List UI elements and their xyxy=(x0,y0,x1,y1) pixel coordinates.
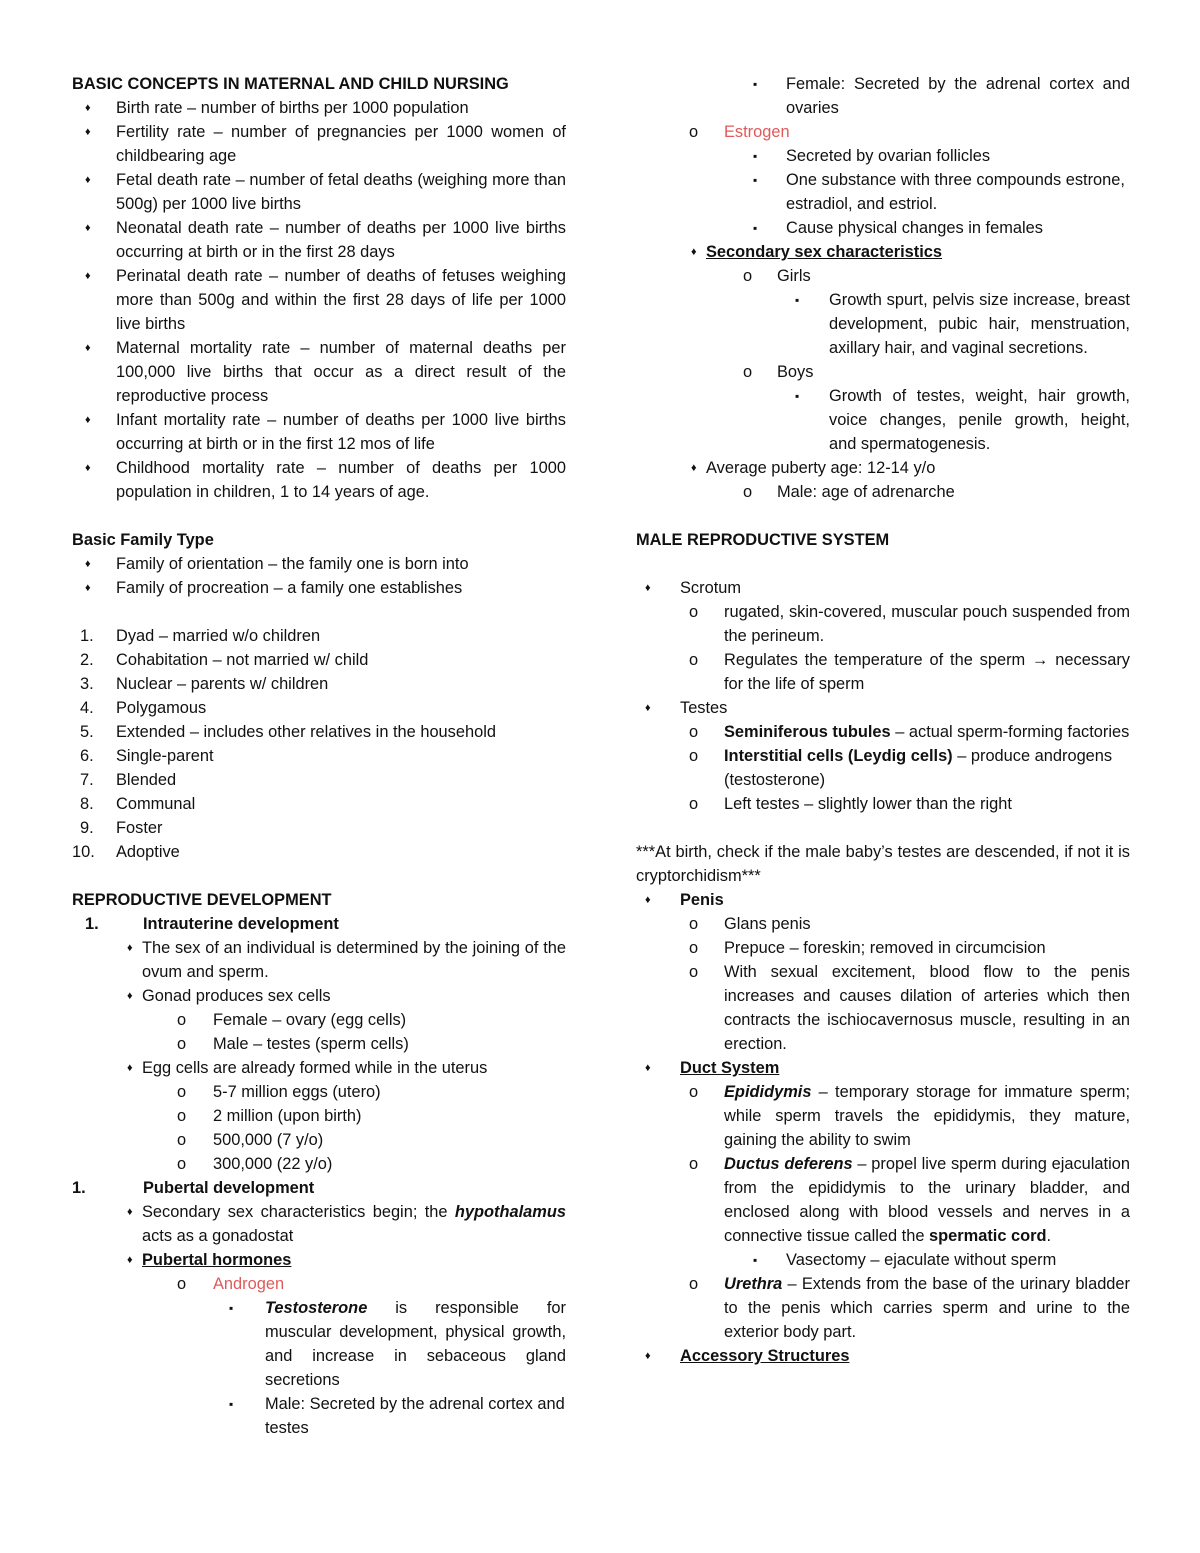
diamond-bullet-icon: ♦ xyxy=(85,126,91,138)
list-item: ♦ Infant mortality rate – number of deaths per 1000 live births occurring at birth or in the first 12 mos of life xyxy=(72,408,566,456)
family-type-title: Basic Family Type xyxy=(72,531,214,549)
pubertal-hormones-heading: ♦ Pubertal hormones xyxy=(72,1248,566,1272)
numbered-item: 8. Communal xyxy=(80,795,196,813)
diamond-bullet-icon: ♦ xyxy=(85,174,91,186)
sub-sub-list-item: ▪ Cause physical changes in females xyxy=(636,216,1130,240)
sub-sub-list-item: ▪ Growth spurt, pelvis size increase, breast development, pubic hair, menstruation, axillary hair, and vaginal secretions. xyxy=(636,288,1130,360)
sub-list-item: o Ductus deferens – propel live sperm during ejaculation from the epididymis to the urinary bladder, and enclosed along with blood vessels and nerves in a connective tissue called the spermatic cord. xyxy=(636,1152,1130,1248)
bullet-icon: ♦ xyxy=(127,1206,133,1218)
list-item: ♦ Testes xyxy=(636,696,1130,720)
sub-list-item: o 500,000 (7 y/o) xyxy=(72,1128,566,1152)
square-bullet-icon: ▪ xyxy=(753,221,758,235)
square-bullet-icon: ▪ xyxy=(229,1301,234,1315)
left-column xyxy=(72,72,566,1440)
circle-bullet-icon: o xyxy=(177,1035,187,1053)
circle-bullet-icon: o xyxy=(689,723,699,741)
numbered-item: 1. Dyad – married w/o children xyxy=(80,627,321,645)
circle-bullet-icon: o xyxy=(689,123,699,141)
estrogen-heading: o Estrogen xyxy=(636,120,1130,144)
sub-list-item: o Seminiferous tubules – actual sperm-forming factories xyxy=(636,720,1130,744)
pubertal-heading: 1. Pubertal development xyxy=(72,1179,315,1197)
sub-list-item: o 5-7 million eggs (utero) xyxy=(72,1080,566,1104)
sub-list-item: o 2 million (upon birth) xyxy=(72,1104,566,1128)
sub-list-item: o Glans penis xyxy=(636,912,1130,936)
square-bullet-icon: ▪ xyxy=(753,77,758,91)
circle-bullet-icon: o xyxy=(177,1275,187,1293)
list-item: ♦ Childhood mortality rate – number of deaths per 1000 population in children, 1 to 14 years of age. xyxy=(72,456,566,504)
reproductive-development-title: REPRODUCTIVE DEVELOPMENT xyxy=(72,891,332,909)
square-bullet-icon: ▪ xyxy=(753,149,758,163)
list-item: ♦ Egg cells are already formed while in the uterus xyxy=(72,1056,566,1080)
list-item: ♦ Scrotum xyxy=(636,576,1130,600)
bullet-icon: ♦ xyxy=(691,246,697,258)
sub-list-item: o Urethra – Extends from the base of the urinary bladder to the penis which carries sperm and urine to the exterior body part. xyxy=(636,1272,1130,1344)
circle-bullet-icon: o xyxy=(689,1083,699,1101)
basic-concepts-title: BASIC CONCEPTS IN MATERNAL AND CHILD NURSING xyxy=(72,75,509,93)
diamond-bullet-icon: ♦ xyxy=(645,702,651,714)
list-item: ♦ Neonatal death rate – number of deaths per 1000 live births occurring at birth or in the first 28 days xyxy=(72,216,566,264)
circle-bullet-icon: o xyxy=(689,1155,699,1173)
sub-list-item: o Girls xyxy=(636,264,1130,288)
circle-bullet-icon: o xyxy=(689,603,699,621)
square-bullet-icon: ▪ xyxy=(795,389,800,403)
duct-system-heading: ♦ Duct System xyxy=(636,1056,1130,1080)
sub-list-item: o Male: age of adrenarche xyxy=(636,480,1130,504)
sub-list-item: o Regulates the temperature of the sperm → necessary for the life of sperm xyxy=(636,648,1130,696)
sub-list-item: o Prepuce – foreskin; removed in circumcision xyxy=(636,936,1130,960)
numbered-item: 3. Nuclear – parents w/ children xyxy=(80,675,329,693)
numbered-item: 4. Polygamous xyxy=(80,699,207,717)
diamond-bullet-icon: ♦ xyxy=(85,582,91,594)
numbered-item: 7. Blended xyxy=(80,771,177,789)
circle-bullet-icon: o xyxy=(689,939,699,957)
circle-bullet-icon: o xyxy=(689,963,699,981)
androgen-heading: o Androgen xyxy=(72,1272,566,1296)
sub-sub-list-item: ▪ Female: Secreted by the adrenal cortex and ovaries xyxy=(636,72,1130,120)
diamond-bullet-icon: ♦ xyxy=(645,1350,651,1362)
diamond-bullet-icon: ♦ xyxy=(645,1062,651,1074)
sub-list-item: o Female – ovary (egg cells) xyxy=(72,1008,566,1032)
sub-list-item: o Boys xyxy=(636,360,1130,384)
bullet-icon: ♦ xyxy=(127,1062,133,1074)
sub-sub-list-item: ▪ Male: Secreted by the adrenal cortex and testes xyxy=(72,1392,566,1440)
male-reproductive-title: MALE REPRODUCTIVE SYSTEM xyxy=(636,531,890,549)
circle-bullet-icon: o xyxy=(177,1131,187,1149)
list-item: ♦ Fetal death rate – number of fetal deaths (weighing more than 500g) per 1000 live births xyxy=(72,168,566,216)
bullet-icon: ♦ xyxy=(127,942,133,954)
sub-list-item: o Epididymis – temporary storage for immature sperm; while sperm travels the epididymis, they mature, gaining the ability to swim xyxy=(636,1080,1130,1152)
cryptorchidism-note: ***At birth, check if the male baby’s testes are descended, if not it is cryptorchidism*** xyxy=(636,843,1130,885)
diamond-bullet-icon: ♦ xyxy=(85,222,91,234)
square-bullet-icon: ▪ xyxy=(229,1397,234,1411)
sub-sub-list-item: ▪ Vasectomy – ejaculate without sperm xyxy=(636,1248,1130,1272)
square-bullet-icon: ▪ xyxy=(795,293,800,307)
list-item: ♦ Penis xyxy=(636,888,1130,912)
circle-bullet-icon: o xyxy=(689,747,699,765)
list-item: ♦ Average puberty age: 12-14 y/o xyxy=(636,456,1130,480)
numbered-item: 9. Foster xyxy=(80,819,163,837)
sub-list-item: o Male – testes (sperm cells) xyxy=(72,1032,566,1056)
circle-bullet-icon: o xyxy=(177,1083,187,1101)
numbered-item: 6. Single-parent xyxy=(80,747,214,765)
sub-list-item: o 300,000 (22 y/o) xyxy=(72,1152,566,1176)
bullet-icon: ♦ xyxy=(127,1254,133,1266)
numbered-item: 2. Cohabitation – not married w/ child xyxy=(80,651,369,669)
list-item: ♦ Secondary sex characteristics begin; the hypothalamus acts as a gonadostat xyxy=(72,1200,566,1248)
intrauterine-heading: 1. Intrauterine development xyxy=(85,915,339,933)
secondary-sex-heading: ♦ Secondary sex characteristics xyxy=(636,240,1130,264)
list-item: ♦ The sex of an individual is determined by the joining of the ovum and sperm. xyxy=(72,936,566,984)
circle-bullet-icon: o xyxy=(689,915,699,933)
square-bullet-icon: ▪ xyxy=(753,1253,758,1267)
bullet-icon: ♦ xyxy=(691,462,697,474)
circle-bullet-icon: o xyxy=(743,267,753,285)
circle-bullet-icon: o xyxy=(177,1155,187,1173)
bullet-icon: ♦ xyxy=(127,990,133,1002)
diamond-bullet-icon: ♦ xyxy=(85,462,91,474)
diamond-bullet-icon: ♦ xyxy=(85,102,91,114)
list-item: ♦ Family of procreation – a family one establishes xyxy=(72,576,566,600)
sub-sub-list-item: ▪ Testosterone is responsible for muscular development, physical growth, and increase in sebaceous gland secretions xyxy=(72,1296,566,1392)
numbered-item: 5. Extended – includes other relatives in the household xyxy=(80,723,496,741)
circle-bullet-icon: o xyxy=(689,651,699,669)
circle-bullet-icon: o xyxy=(743,483,753,501)
sub-sub-list-item: ▪ Secreted by ovarian follicles xyxy=(636,144,1130,168)
right-column xyxy=(636,72,1130,1368)
diamond-bullet-icon: ♦ xyxy=(85,558,91,570)
list-item: ♦ Perinatal death rate – number of deaths of fetuses weighing more than 500g and within the first 28 days of life per 1000 live births xyxy=(72,264,566,336)
accessory-structures-heading: ♦ Accessory Structures xyxy=(636,1344,1130,1368)
sub-list-item: o rugated, skin-covered, muscular pouch suspended from the perineum. xyxy=(636,600,1130,648)
diamond-bullet-icon: ♦ xyxy=(85,414,91,426)
numbered-item: 10. Adoptive xyxy=(72,843,180,861)
sub-list-item: o With sexual excitement, blood flow to the penis increases and causes dilation of arteries which then contracts the ischiocavernosus muscle, resulting in an erection. xyxy=(636,960,1130,1056)
list-item: ♦ Maternal mortality rate – number of maternal deaths per 100,000 live births that occur as a direct result of the reproductive process xyxy=(72,336,566,408)
sub-list-item: o Interstitial cells (Leydig cells) – produce androgens (testosterone) xyxy=(636,744,1130,792)
list-item: ♦ Fertility rate – number of pregnancies per 1000 women of childbearing age xyxy=(72,120,566,168)
sub-sub-list-item: ▪ Growth of testes, weight, hair growth, voice changes, penile growth, height, and spermatogenesis. xyxy=(636,384,1130,456)
sub-list-item: o Left testes – slightly lower than the right xyxy=(636,792,1130,816)
circle-bullet-icon: o xyxy=(689,1275,699,1293)
sub-sub-list-item: ▪ One substance with three compounds estrone, estradiol, and estriol. xyxy=(636,168,1130,216)
circle-bullet-icon: o xyxy=(743,363,753,381)
list-item: ♦ Birth rate – number of births per 1000 population xyxy=(72,96,566,120)
list-item: ♦ Gonad produces sex cells xyxy=(72,984,566,1008)
diamond-bullet-icon: ♦ xyxy=(85,342,91,354)
diamond-bullet-icon: ♦ xyxy=(645,582,651,594)
circle-bullet-icon: o xyxy=(689,795,699,813)
circle-bullet-icon: o xyxy=(177,1011,187,1029)
diamond-bullet-icon: ♦ xyxy=(85,270,91,282)
square-bullet-icon: ▪ xyxy=(753,173,758,187)
diamond-bullet-icon: ♦ xyxy=(645,894,651,906)
circle-bullet-icon: o xyxy=(177,1107,187,1125)
list-item: ♦ Family of orientation – the family one is born into xyxy=(72,552,566,576)
